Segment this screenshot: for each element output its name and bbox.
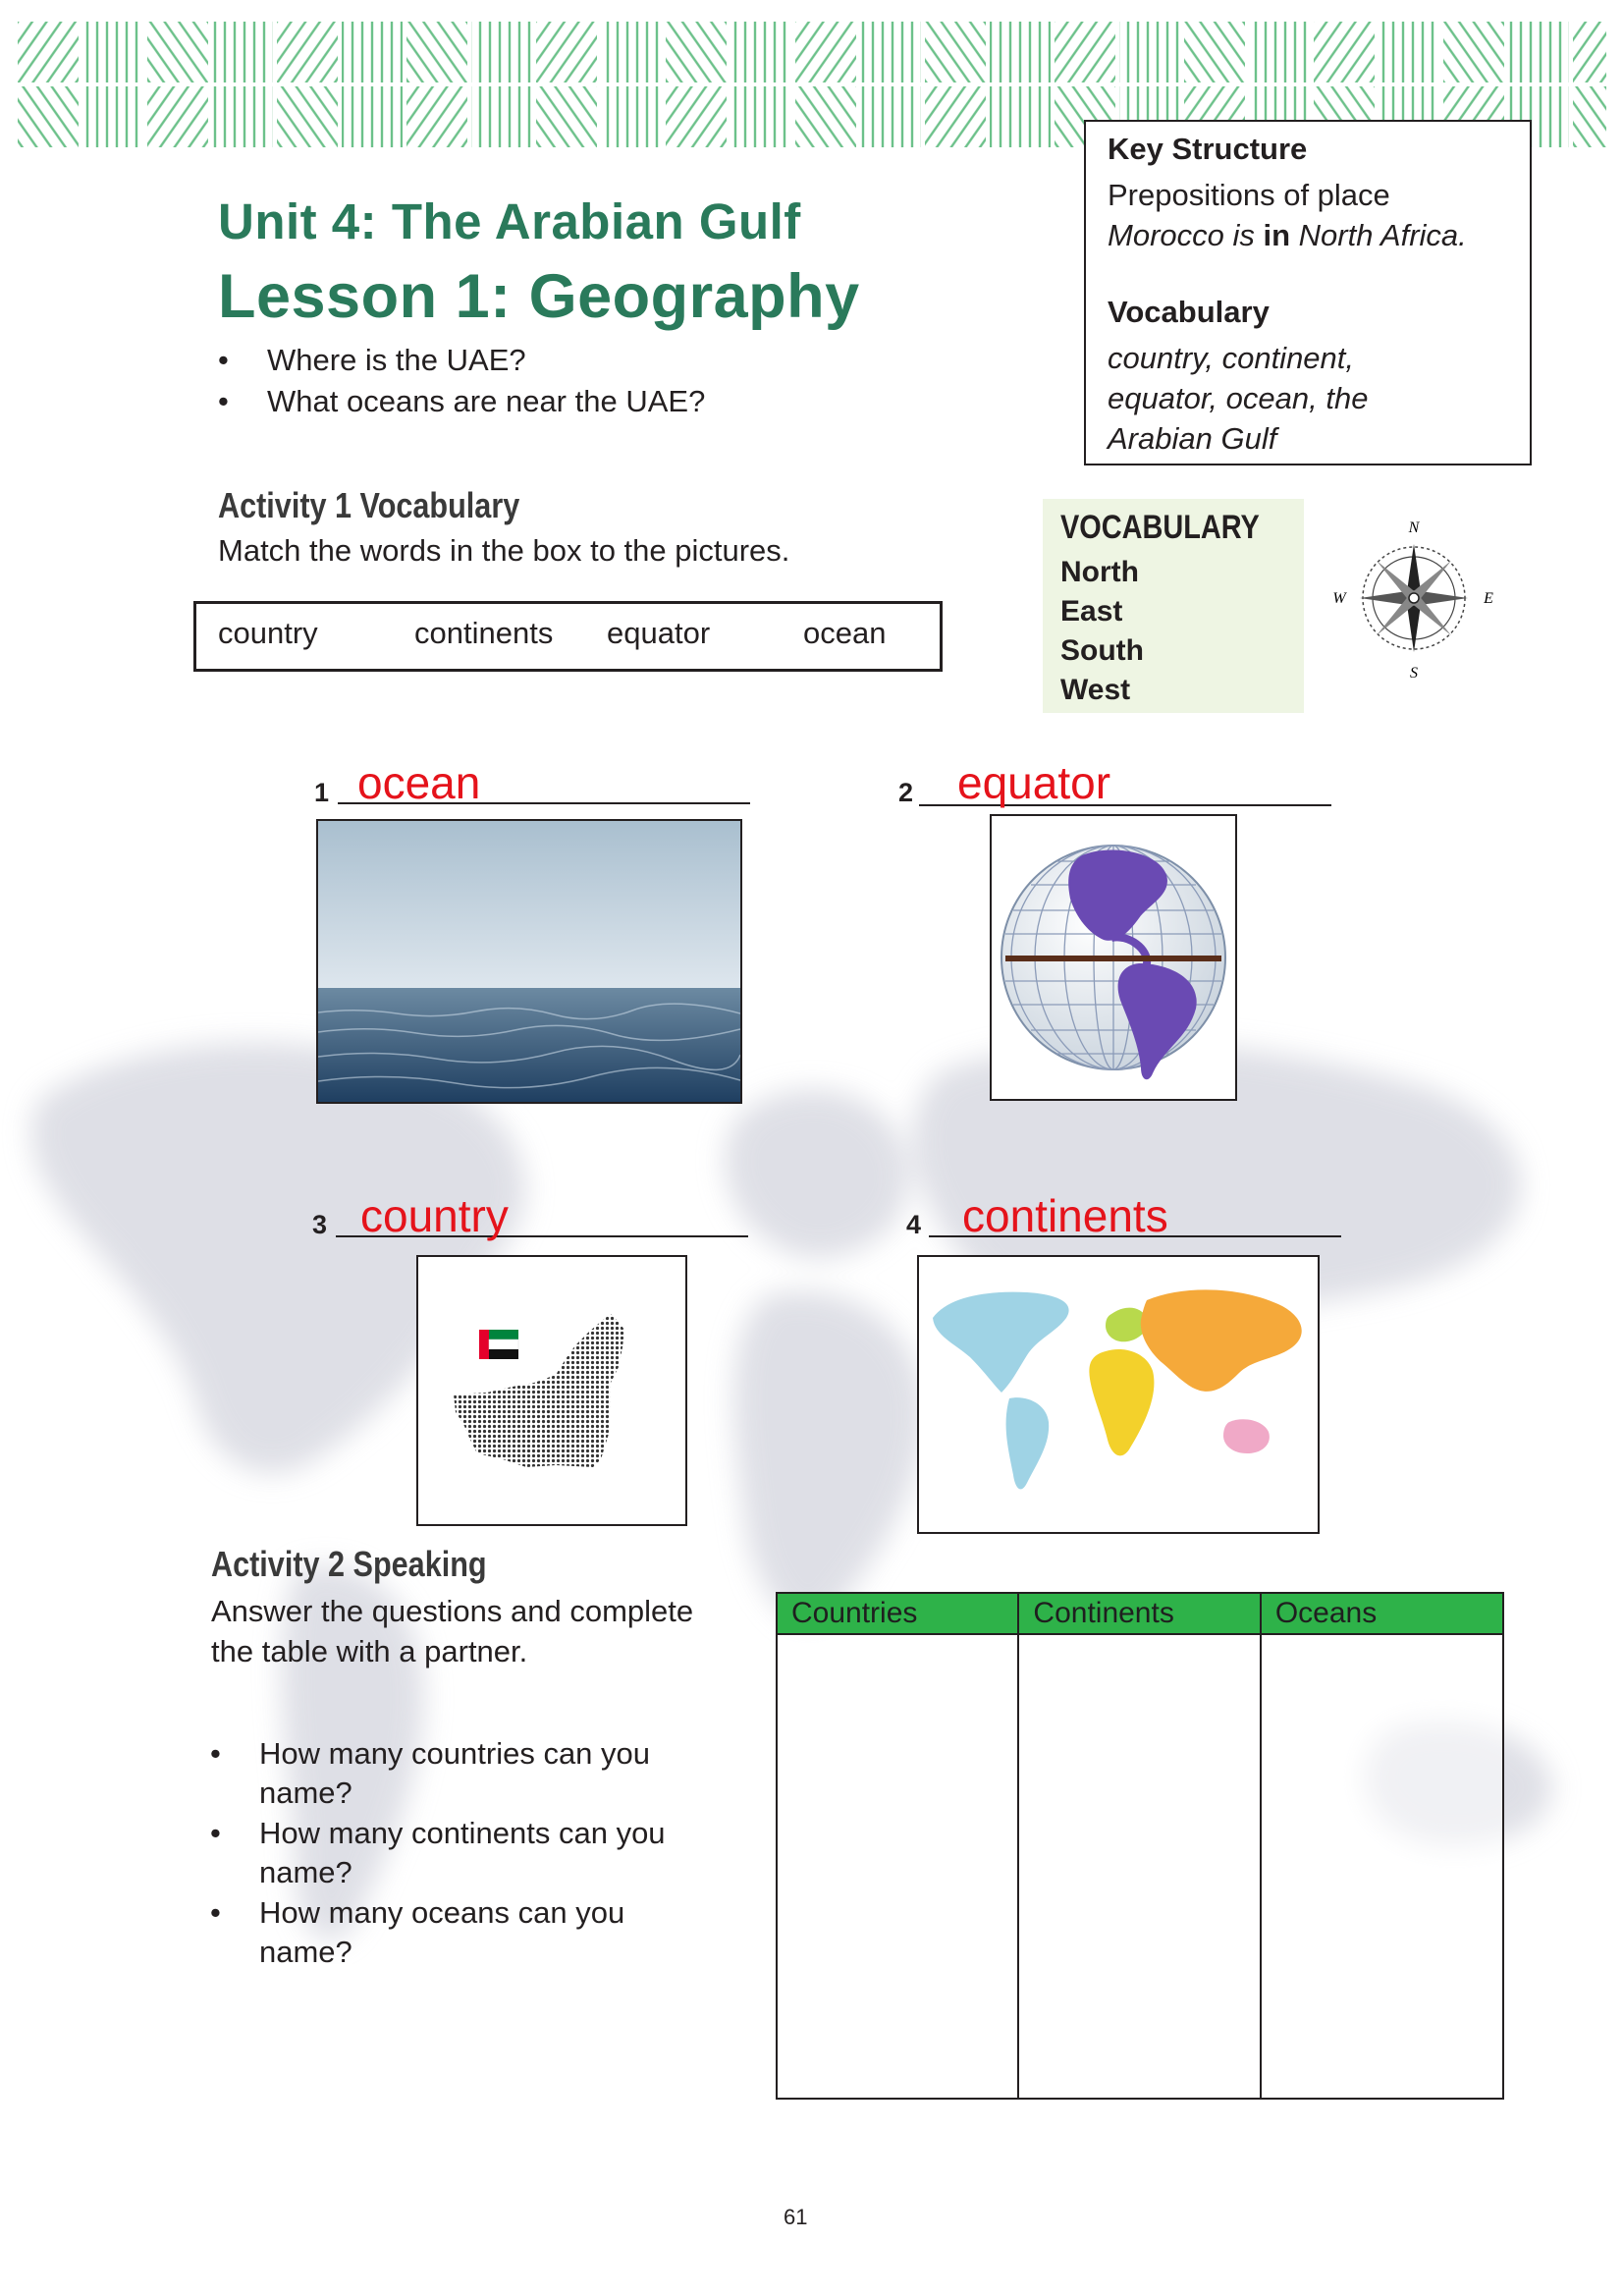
banner-tile xyxy=(1573,22,1606,82)
banner-tile xyxy=(277,86,338,147)
uae-flag-icon xyxy=(479,1330,518,1359)
list-item xyxy=(210,1814,666,1892)
direction-word: North xyxy=(1060,556,1139,588)
key-structure-heading: Key Structure xyxy=(1108,132,1308,166)
banner-tile xyxy=(1119,22,1180,82)
question-text: How many continents can you xyxy=(259,1816,666,1850)
banner-tile xyxy=(18,86,79,147)
word-box-word: country xyxy=(218,616,318,650)
table-cell[interactable] xyxy=(1261,1634,1503,2099)
question-text: name? xyxy=(259,1935,352,1969)
banner-tile xyxy=(925,22,986,82)
banner-tile xyxy=(1055,22,1115,82)
banner-tile xyxy=(147,86,208,147)
banner-tile xyxy=(471,86,532,147)
lesson-title: Lesson 1: Geography xyxy=(218,262,860,331)
banner-tile xyxy=(990,86,1051,147)
compass-e: E xyxy=(1484,590,1493,607)
ocean-picture xyxy=(316,819,742,1104)
item-number: 1 xyxy=(314,778,330,807)
table-header-continents: Continents xyxy=(1018,1593,1260,1634)
compass-w: W xyxy=(1332,590,1346,607)
globe-picture xyxy=(990,814,1237,1101)
banner-tile xyxy=(1573,86,1606,147)
banner-tile xyxy=(666,86,727,147)
world-continents-picture xyxy=(917,1255,1320,1534)
key-structure-box xyxy=(1084,120,1532,465)
banner-tile xyxy=(342,86,403,147)
banner-tile xyxy=(795,22,856,82)
banner-tile xyxy=(82,22,143,82)
banner-tile xyxy=(1184,22,1245,82)
banner-tile xyxy=(990,22,1051,82)
vocabulary-heading: Vocabulary xyxy=(1108,295,1270,329)
vocabulary-line: country, continent, xyxy=(1108,341,1355,375)
compass-s: S xyxy=(1410,665,1418,682)
table-cell[interactable] xyxy=(777,1634,1018,2099)
activity2-instruction-line: Answer the questions and complete xyxy=(211,1594,694,1628)
word-box-word: ocean xyxy=(803,616,887,650)
compass-n: N xyxy=(1408,519,1420,536)
banner-tile xyxy=(730,22,791,82)
banner-tile xyxy=(601,22,662,82)
banner-tile xyxy=(406,22,467,82)
activity1-instruction: Match the words in the box to the pictures. xyxy=(218,533,790,568)
list-item xyxy=(210,1893,666,1972)
banner-tile xyxy=(666,22,727,82)
banner-tile xyxy=(342,22,403,82)
answer-continents: continents xyxy=(962,1190,1168,1241)
banner-tile xyxy=(795,86,856,147)
word-box xyxy=(193,601,943,672)
word-box-word: equator xyxy=(607,616,711,650)
banner-tile xyxy=(406,86,467,147)
activity1-heading: Activity 1 Vocabulary xyxy=(218,485,520,525)
page-number: 61 xyxy=(784,2205,808,2229)
banner-tile xyxy=(925,86,986,147)
vocabulary-panel xyxy=(1043,499,1304,713)
item-number: 2 xyxy=(898,778,914,807)
list-item: • What oceans are near the UAE? xyxy=(218,381,705,422)
banner-tile xyxy=(1379,22,1439,82)
table-header-oceans: Oceans xyxy=(1261,1593,1503,1634)
item-number: 4 xyxy=(906,1210,922,1239)
question-text: name? xyxy=(259,1855,352,1889)
vocabulary-line: Arabian Gulf xyxy=(1108,421,1277,456)
banner-tile xyxy=(18,22,79,82)
answer-table xyxy=(776,1592,1504,2100)
word-box-word: continents xyxy=(414,616,554,650)
question-text: name? xyxy=(259,1776,352,1810)
banner-tile xyxy=(601,86,662,147)
item-number: 3 xyxy=(312,1210,328,1239)
activity2-heading: Activity 2 Speaking xyxy=(211,1544,487,1584)
banner-tile xyxy=(82,86,143,147)
banner-tile xyxy=(536,22,597,82)
banner-tile xyxy=(471,22,532,82)
activity2-instruction-line: the table with a partner. xyxy=(211,1634,528,1668)
example-before: Morocco is xyxy=(1108,218,1264,252)
banner-tile xyxy=(1249,22,1310,82)
vocabulary-line: equator, ocean, the xyxy=(1108,381,1369,415)
answer-ocean: ocean xyxy=(357,757,481,808)
table-header-countries: Countries xyxy=(777,1593,1018,1634)
direction-word: West xyxy=(1060,674,1131,706)
banner-tile xyxy=(277,22,338,82)
direction-word: South xyxy=(1060,634,1144,667)
uae-map-picture xyxy=(416,1255,687,1526)
list-item xyxy=(210,1734,666,1813)
banner-tile xyxy=(212,86,273,147)
vocabulary-panel-heading: VOCABULARY xyxy=(1060,509,1260,546)
example-bold: in xyxy=(1263,218,1291,252)
banner-tile xyxy=(1443,22,1504,82)
example-after: North Africa. xyxy=(1290,218,1467,252)
banner-tile xyxy=(212,22,273,82)
table-cell[interactable] xyxy=(1018,1634,1260,2099)
banner-tile xyxy=(730,86,791,147)
unit-title: Unit 4: The Arabian Gulf xyxy=(218,193,801,249)
key-structure-example xyxy=(1108,215,1467,255)
answer-equator: equator xyxy=(957,757,1111,808)
compass-rose-icon xyxy=(1325,515,1502,682)
banner-tile xyxy=(147,22,208,82)
speaking-questions xyxy=(210,1734,666,1973)
answer-country: country xyxy=(360,1190,509,1241)
banner-tile xyxy=(860,86,921,147)
banner-tile xyxy=(860,22,921,82)
question-text: How many countries can you xyxy=(259,1736,651,1771)
list-item: • Where is the UAE? xyxy=(218,340,705,381)
question-text: How many oceans can you xyxy=(259,1895,625,1930)
banner-tile xyxy=(1508,22,1569,82)
direction-word: East xyxy=(1060,595,1123,628)
key-structure-line: Prepositions of place xyxy=(1108,178,1390,212)
banner-tile xyxy=(1314,22,1375,82)
banner-tile xyxy=(536,86,597,147)
lesson-questions xyxy=(218,340,705,422)
